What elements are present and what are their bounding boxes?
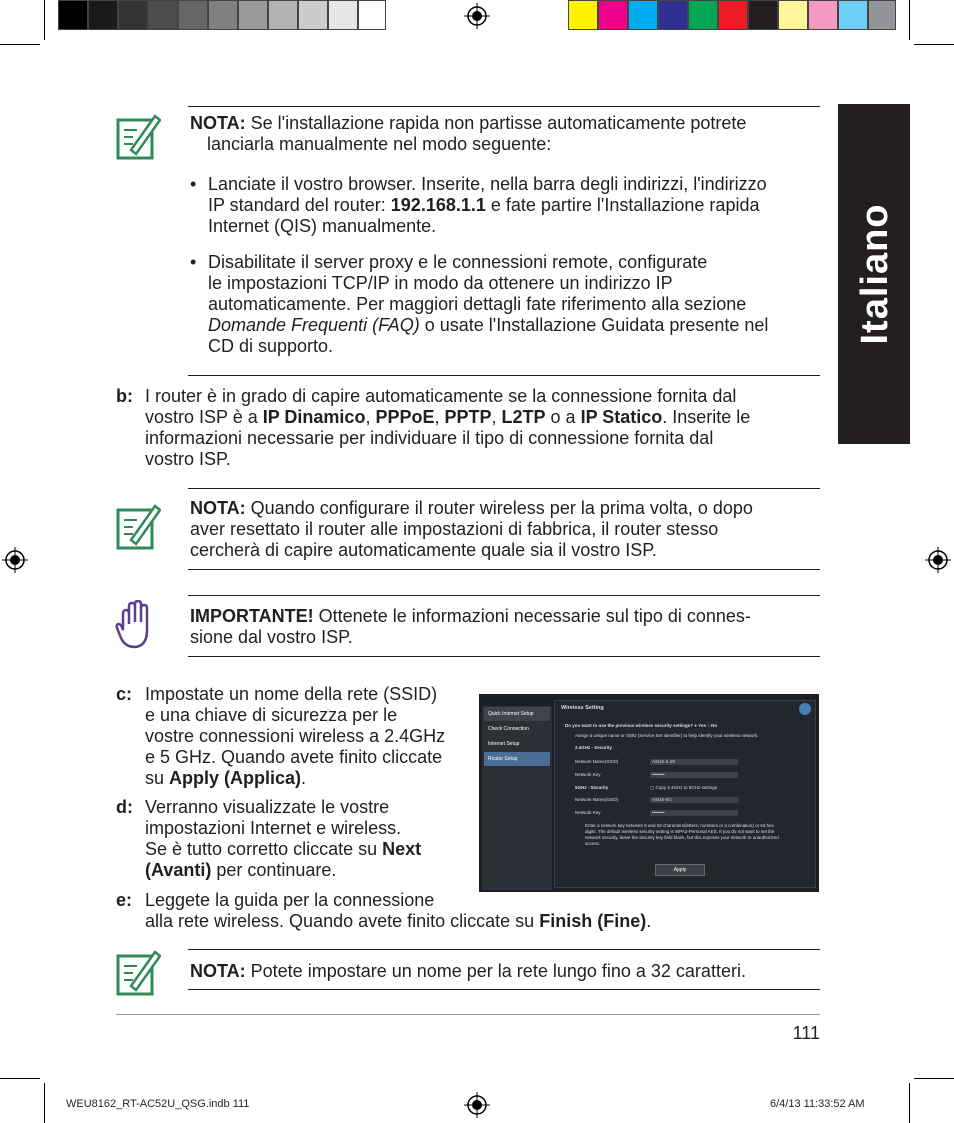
ssid-field[interactable]: ASUS-2.4G bbox=[650, 759, 738, 765]
step-text: Leggete la guida per la connessione alla rete wireless. Quando avete finito cliccate su Finish (Fine). bbox=[145, 890, 652, 931]
sidebar-item: Quick Internet Setup bbox=[484, 707, 550, 721]
print-slug-file: WEU8162_RT-AC52U_QSG.indb 111 bbox=[66, 1098, 250, 1110]
divider bbox=[188, 106, 820, 107]
pane-title: Wireless Setting bbox=[561, 705, 604, 711]
ssid-field[interactable]: ASUS-5G bbox=[650, 797, 738, 803]
note-text: lanciarla manualmente nel modo seguente: bbox=[207, 134, 552, 154]
registration-mark-icon bbox=[464, 1092, 490, 1118]
sidebar-item-active: Router Setup bbox=[484, 752, 550, 766]
divider bbox=[188, 989, 820, 990]
section-label: 5GHz - Security bbox=[575, 785, 609, 790]
divider bbox=[188, 949, 820, 950]
step-text: Impostate un nome della rete (SSID) e una chiave di sicurezza per le vostre connessioni wireless a 2.4GHz e 5 GHz. Quando avete finito cliccate su Apply (Applica). bbox=[145, 684, 446, 788]
registration-mark-icon bbox=[2, 547, 28, 573]
note-pencil-icon bbox=[115, 112, 161, 162]
apply-button[interactable]: Apply bbox=[655, 864, 705, 876]
assign-text: Assign a unique name or SSID (Service Set Identifier) to help identify your wireless network. bbox=[575, 733, 759, 738]
bullet-text: Disabilitate il server proxy e le connessioni remote, configurate le impostazioni TCP/IP in modo da ottenere un indirizzo IP automaticamente. Per maggiori dettagli fate riferimento alla sezione Domande Frequenti (FAQ) o usate l'Installazione Guidata presente nel CD di supporto. bbox=[208, 252, 769, 356]
wireless-setting-pane bbox=[554, 700, 816, 888]
bullet-dot: • bbox=[190, 174, 197, 194]
note-label: NOTA: bbox=[190, 113, 246, 133]
page-number: 111 bbox=[792, 1023, 820, 1043]
divider bbox=[188, 375, 820, 376]
print-slug-date: 6/4/13 11:33:52 AM bbox=[770, 1098, 865, 1110]
registration-mark-icon bbox=[925, 547, 951, 573]
note-paragraph: NOTA: Quando configurare il router wireless per la prima volta, o dopo aver resettato il router alle impostazioni di fabbrica, il router stesso cercherà di capire automaticamente quale sia il vostro ISP. bbox=[190, 498, 753, 560]
home-icon bbox=[799, 703, 811, 715]
registration-mark-icon bbox=[464, 3, 490, 29]
language-tab bbox=[838, 104, 910, 444]
key-field[interactable]: •••••••• bbox=[650, 810, 738, 816]
note-paragraph: NOTA: Potete impostare un nome per la rete lungo fino a 32 caratteri. bbox=[190, 961, 746, 981]
section-label: 2.4GHz - Security bbox=[575, 745, 613, 750]
field-label: Network Key bbox=[575, 810, 601, 815]
step-text: Verranno visualizzate le vostre impostazioni Internet e wireless. Se è tutto corretto cliccate su Next (Avanti) per continuare. bbox=[145, 797, 422, 880]
step-text: I router è in grado di capire automaticamente se la connessione fornita dal vostro ISP è a IP Dinamico, PPPoE, PPTP, L2TP o a IP Statico. Inserite le informazioni necessarie per individuare il tipo di connessione fornita dal vostro ISP. bbox=[145, 386, 751, 469]
help-text: Enter a network key between 8 and 63 characters(letters, numbers or a combination) or 64 hex digits. The default wireless security setting is WPA2-Personal AES. If you do not want to set the network security, leave the security key field blank, but this exposes your network to unauthorized access. bbox=[585, 823, 779, 846]
bullet-dot: • bbox=[190, 252, 197, 272]
page-footer-rule bbox=[116, 1014, 820, 1015]
sidebar-item: Check Connection bbox=[488, 726, 529, 732]
field-label: Network Name(SSID) bbox=[575, 797, 619, 802]
question: Do you want to use the previous wireless security settings? ● Yes ○ No bbox=[565, 723, 718, 728]
step-label: d: bbox=[116, 797, 133, 817]
important-paragraph: IMPORTANTE! Ottenete le informazioni necessarie sul tipo di connes- sione dal vostro ISP. bbox=[190, 606, 751, 647]
note-paragraph bbox=[190, 113, 820, 134]
router-setup-screenshot bbox=[479, 694, 819, 892]
divider bbox=[188, 656, 820, 657]
hand-stop-icon bbox=[113, 600, 159, 650]
field-label: Network Name(SSID) bbox=[575, 759, 619, 764]
note-text: Se l'installazione rapida non partisse automaticamente potrete bbox=[245, 113, 747, 133]
step-label: b: bbox=[116, 386, 133, 406]
divider bbox=[188, 488, 820, 489]
field-label: Network Key bbox=[575, 772, 601, 777]
note-pencil-icon bbox=[115, 948, 161, 998]
step-label: c: bbox=[116, 684, 133, 704]
key-field[interactable]: •••••••• bbox=[650, 772, 738, 778]
note-pencil-icon bbox=[115, 502, 161, 552]
divider bbox=[188, 595, 820, 596]
sidebar-item: Internet Setup bbox=[488, 741, 520, 747]
bullet-text: Lanciate il vostro browser. Inserite, nella barra degli indirizzi, l'indirizzo IP standard del router: 192.168.1.1 e fate partire l'Installazione rapida Internet (QIS) manualmente. bbox=[208, 174, 767, 236]
language-tab-label: Italiano bbox=[854, 203, 896, 345]
divider bbox=[188, 569, 820, 570]
setup-sidebar bbox=[482, 706, 552, 890]
step-label: e: bbox=[116, 890, 133, 910]
copy-checkbox[interactable]: ▢ Copy 2.4GHz to 5GHz settings bbox=[650, 785, 718, 790]
